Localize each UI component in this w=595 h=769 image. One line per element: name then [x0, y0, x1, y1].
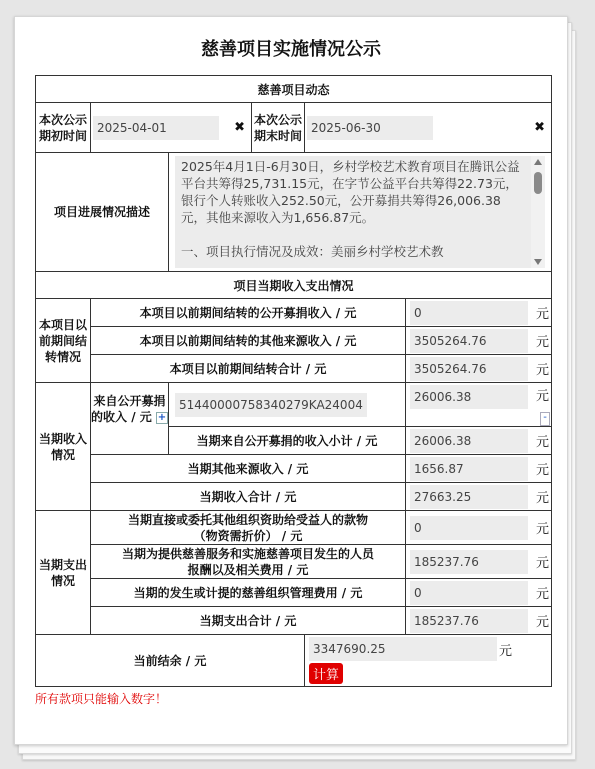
page-title: 慈善项目实施情况公示 [201, 39, 381, 60]
unit-label: 元 [499, 643, 513, 659]
prior-total-input[interactable]: 3505264.76 [410, 357, 528, 381]
disclosure-table [35, 75, 552, 687]
textarea-scrollbar[interactable] [531, 156, 545, 268]
expense-group-label: 当期支出情况 [36, 511, 91, 635]
expense-admin-input[interactable]: 0 [410, 581, 528, 605]
expense-total-input[interactable]: 185237.76 [410, 609, 528, 633]
expense-admin-label: 当期的发生或计提的慈善组织管理费用 / 元 [91, 579, 406, 607]
progress-textarea[interactable] [175, 156, 545, 268]
balance-label: 当前结余 / 元 [36, 635, 305, 687]
add-row-plus-icon[interactable]: + [157, 411, 167, 423]
public-code-input[interactable]: 51440000758340279KA24004 [175, 393, 367, 417]
numeric-warning: 所有款项只能输入数字！ [35, 692, 168, 706]
scroll-up-icon[interactable] [534, 159, 542, 165]
unit-label: 元 [536, 463, 550, 478]
prior-other-label: 本项目以前期间结转的其他来源收入 / 元 [91, 327, 406, 355]
unit-label: 元 [536, 491, 550, 506]
balance-input[interactable]: 3347690.25 [309, 637, 497, 661]
period-start-label: 本次公示期初时间 [36, 103, 91, 153]
clear-end-icon[interactable]: ✖ [534, 120, 546, 135]
prior-public-input[interactable]: 0 [410, 301, 528, 325]
prior-total-label: 本项目以前期间结转合计 / 元 [91, 355, 406, 383]
unit-label: 元 [536, 435, 550, 450]
period-end-label: 本次公示期末时间 [252, 103, 305, 153]
expense-grant-label: 当期直接或委托其他组织资助给受益人的款物（物资需折价） / 元 [91, 511, 406, 545]
progress-text: 2025年4月1日-6月30日，乡村学校艺术教育项目在腾讯公益平台共筹得25,731.15元，在字节公益平台共筹得22.73元，银行个人转账收入252.50元，公开募捐共筹得26,006.38元，其他来源收入为1,656.87元。 一、项目执行情况及成效：美丽乡村学校艺术教 [181, 159, 520, 259]
calculate-button[interactable]: 计算 [309, 663, 343, 684]
public-income-label: 来自公开募捐的收入 / 元 [91, 394, 166, 424]
expense-grant-input[interactable]: 0 [410, 516, 528, 540]
prior-other-input[interactable]: 3505264.76 [410, 329, 528, 353]
unit-label: 元 [536, 522, 550, 537]
unit-label: 元 [536, 389, 550, 404]
period-end-input[interactable]: 2025-06-30 [307, 116, 433, 140]
public-subtotal-label: 当期来自公开募捐的收入小计 / 元 [169, 427, 406, 455]
income-total-input[interactable]: 27663.25 [410, 485, 528, 509]
prior-group-label: 本项目以前期间结转情况 [36, 299, 91, 383]
unit-label: 元 [536, 556, 550, 571]
public-subtotal-input[interactable]: 26006.38 [410, 429, 528, 453]
prior-public-label: 本项目以前期间结转的公开募捐收入 / 元 [91, 299, 406, 327]
section-header-dynamic: 慈善项目动态 [36, 76, 552, 103]
scroll-thumb[interactable] [534, 172, 542, 194]
expense-total-label: 当期支出合计 / 元 [91, 607, 406, 635]
other-income-label: 当期其他来源收入 / 元 [91, 455, 406, 483]
unit-label: 元 [536, 335, 550, 350]
income-total-label: 当期收入合计 / 元 [91, 483, 406, 511]
section-header-income: 项目当期收入支出情况 [36, 272, 552, 299]
clear-start-icon[interactable]: ✖ [234, 120, 245, 135]
scroll-down-icon[interactable] [534, 259, 542, 265]
form-page [14, 16, 568, 745]
unit-label: 元 [536, 615, 550, 630]
unit-label: 元 [536, 363, 550, 378]
public-amount-input[interactable]: 26006.38 [410, 385, 528, 409]
period-start-input[interactable]: 2025-04-01 [93, 116, 219, 140]
other-income-input[interactable]: 1656.87 [410, 457, 528, 481]
expense-staff-label: 当期为提供慈善服务和实施慈善项目发生的人员报酬以及相关费用 / 元 [91, 545, 406, 579]
unit-label: 元 [536, 587, 550, 602]
income-group-label: 当期收入情况 [36, 383, 91, 511]
expense-staff-input[interactable]: 185237.76 [410, 550, 528, 574]
remove-row-minus-icon[interactable]: - [540, 412, 550, 426]
unit-label: 元 [536, 307, 550, 322]
progress-label: 项目进展情况描述 [36, 153, 169, 272]
